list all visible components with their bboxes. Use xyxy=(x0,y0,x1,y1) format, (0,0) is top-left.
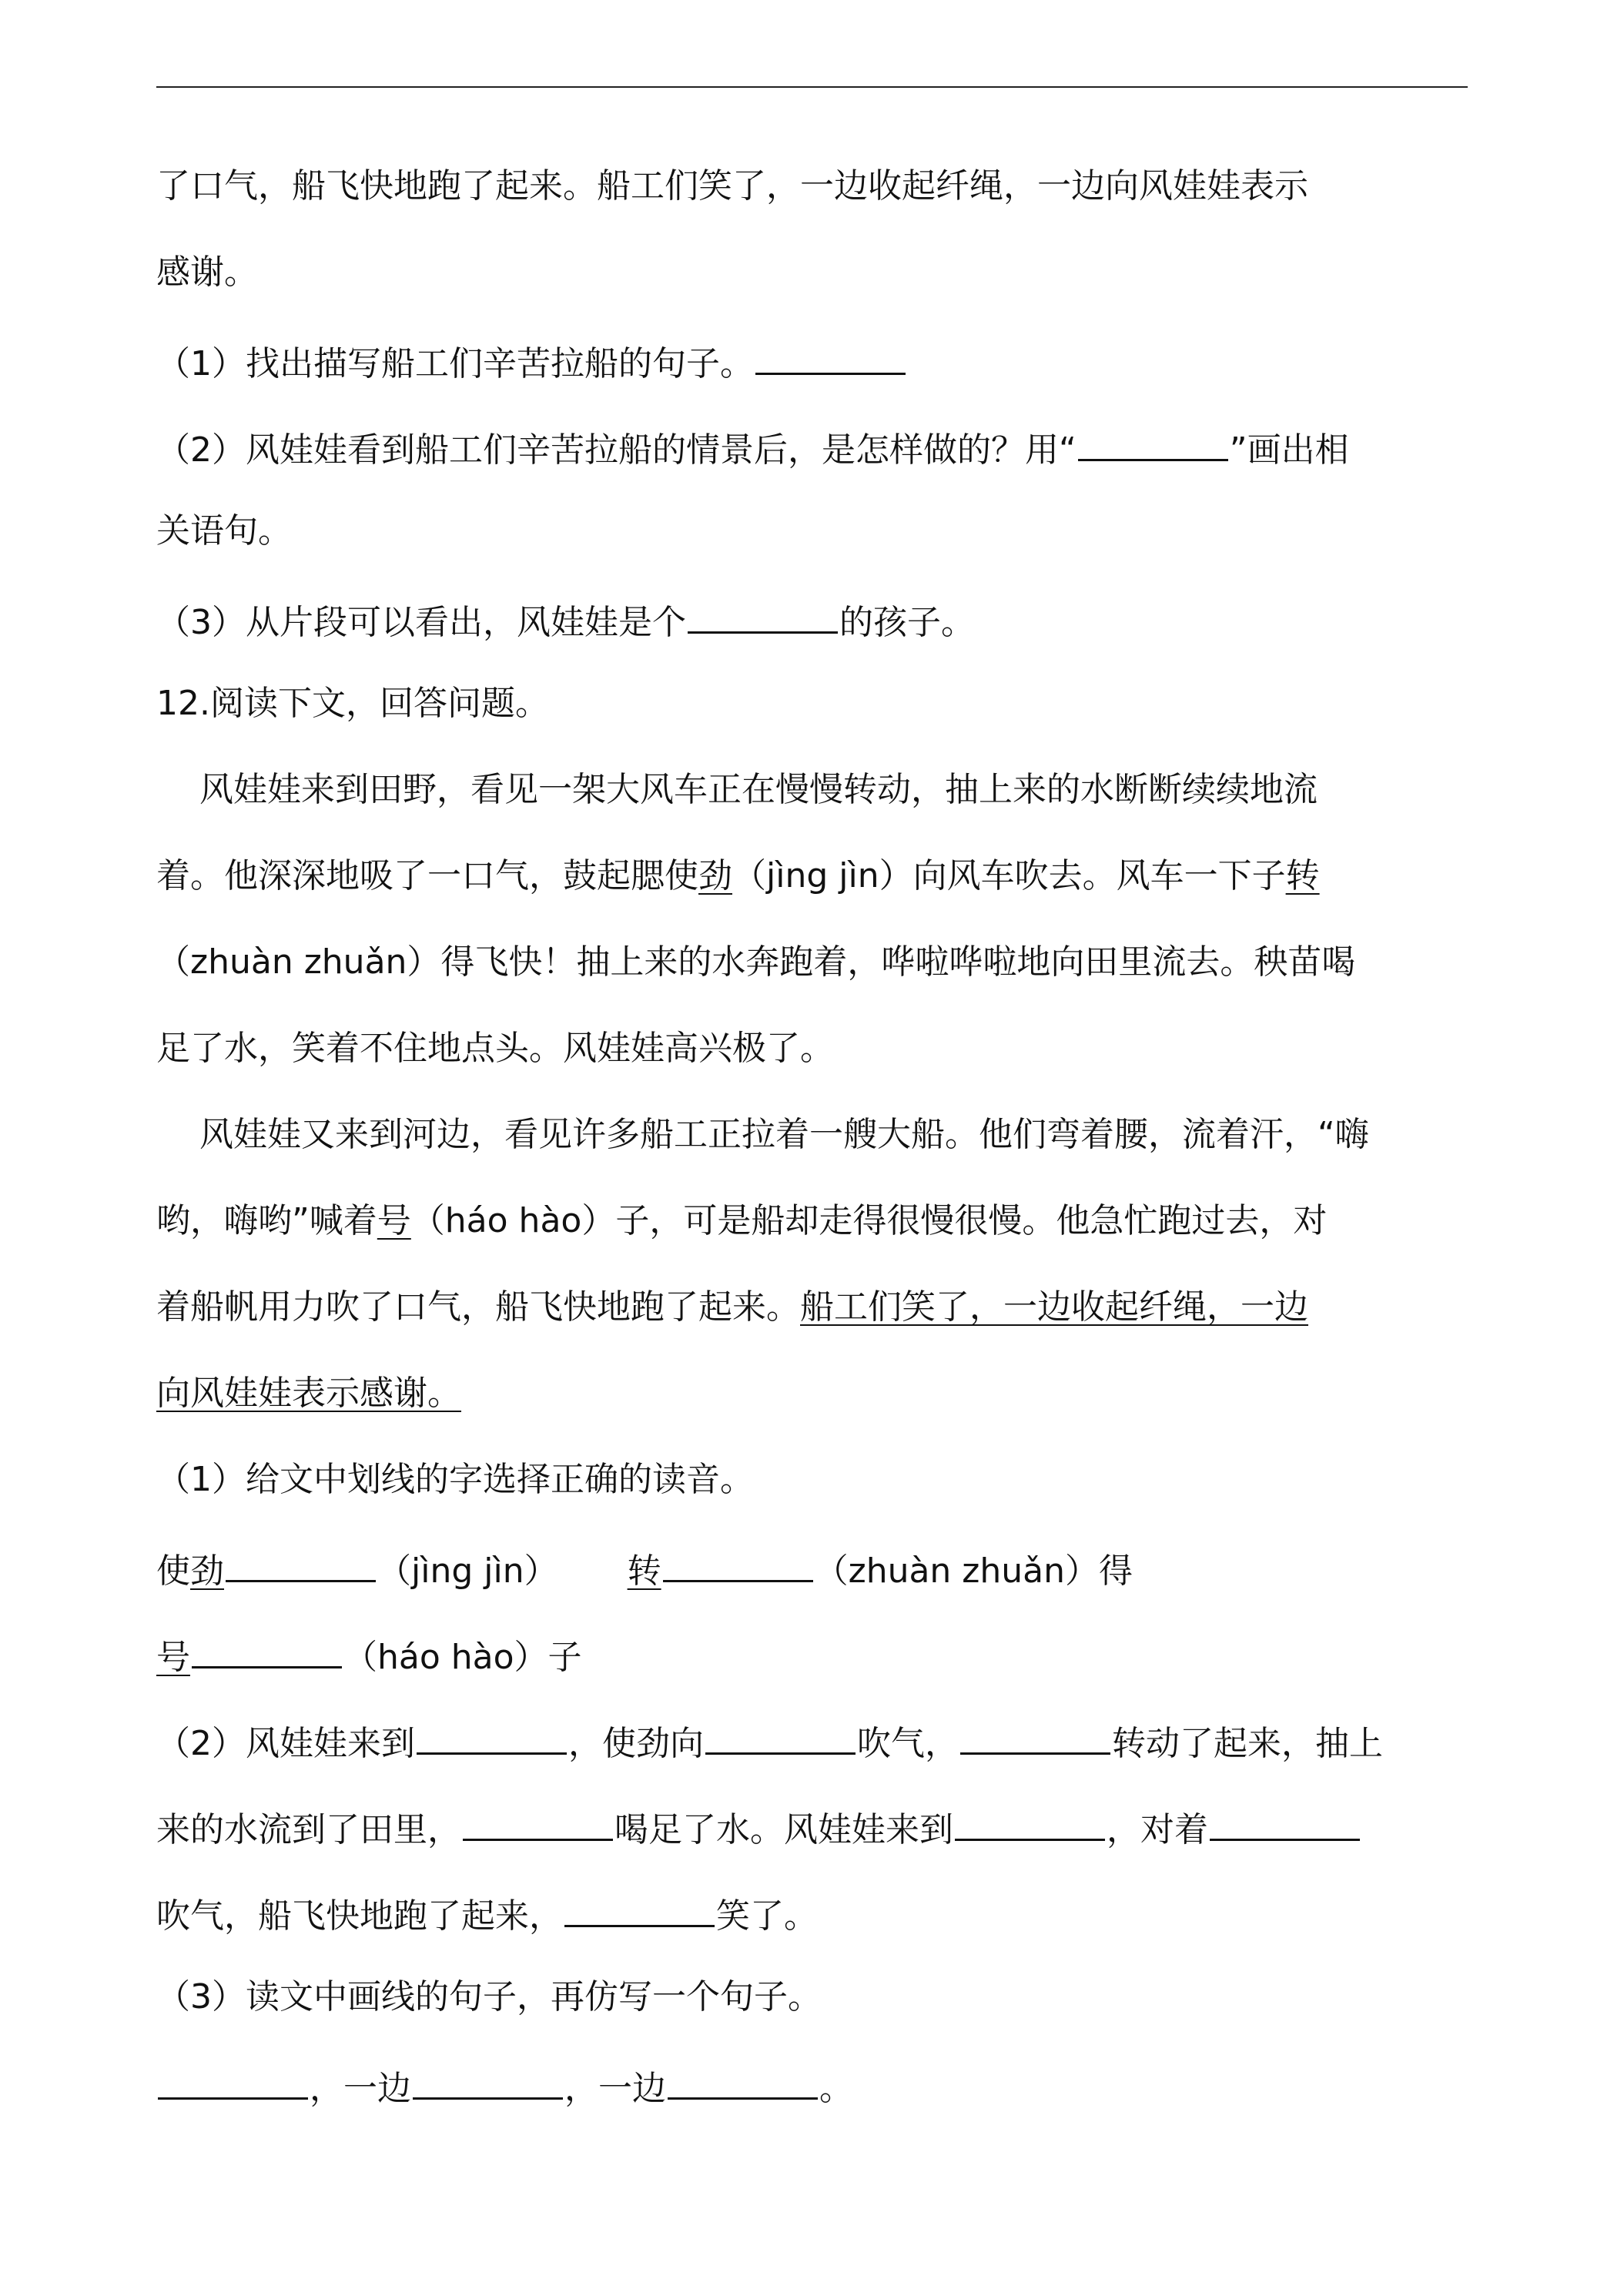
question-text: 转动了起来，抽上 xyxy=(1112,1724,1383,1763)
text-line xyxy=(156,166,1481,256)
underlined-sentence: 船工们笑了，一边收起纤绳，一边 xyxy=(800,1287,1308,1327)
question-12-1 xyxy=(156,1460,1481,1549)
question-1-2 xyxy=(156,428,1481,514)
question-text: 来的水流到了田里， xyxy=(156,1810,461,1849)
answer-blank[interactable] xyxy=(688,601,838,634)
underlined-char: 劲 xyxy=(190,1551,224,1591)
text-line xyxy=(156,1808,1481,1894)
question-text: （1）找出描写船工们辛苦拉船的句子。 xyxy=(156,344,754,383)
question-text: 的孩子。 xyxy=(839,603,975,642)
question-1-3 xyxy=(156,601,1481,687)
question-text: ，一边 xyxy=(310,2069,411,2108)
pinyin-options: （jìng jìn） xyxy=(377,1551,558,1591)
passage-line xyxy=(156,1201,1481,1290)
paragraph-text: 了口气，船飞快地跑了起来。船工们笑了，一边收起纤绳，一边向风娃娃表示 xyxy=(156,166,1308,206)
question-text: ，使劲向 xyxy=(568,1724,704,1763)
passage-line xyxy=(156,770,1481,859)
passage-line xyxy=(156,942,1481,1032)
question-text: 。 xyxy=(819,2069,853,2108)
underlined-char: 转 xyxy=(1285,856,1320,895)
answer-blank[interactable] xyxy=(564,1894,715,1927)
passage-text: 哟，嗨哟”喊着 xyxy=(156,1201,377,1240)
question-text: 吹气，船飞快地跑了起来， xyxy=(156,1896,563,1936)
question-text: 使 xyxy=(156,1551,190,1591)
answer-blank[interactable] xyxy=(417,1722,567,1755)
passage-text: （jìng jìn）向风车吹去。风车一下子 xyxy=(732,856,1286,895)
passage-line xyxy=(156,1374,1481,1463)
underlined-sentence: 向风娃娃表示感谢。 xyxy=(156,1374,461,1413)
answer-blank[interactable] xyxy=(463,1808,613,1841)
text-line xyxy=(156,1894,1481,1980)
passage-text: （háo hào）子，可是船却走得很慢很慢。他急忙跑过去，对 xyxy=(410,1201,1328,1240)
document-body xyxy=(156,166,1481,2153)
reading-choice-row xyxy=(156,1635,1481,1722)
text-line xyxy=(156,253,1481,342)
question-12-3 xyxy=(156,1977,1481,2067)
question-heading: 12.阅读下文，回答问题。 xyxy=(156,684,549,723)
answer-blank[interactable] xyxy=(668,2067,818,2100)
answer-blank[interactable] xyxy=(705,1722,856,1755)
paragraph-text: 感谢。 xyxy=(156,253,258,292)
passage-text: 风娃娃来到田野，看见一架大风车正在慢慢转动，抽上来的水断断续续地流 xyxy=(199,770,1318,809)
answer-blank[interactable] xyxy=(158,2067,308,2100)
question-text: 笑了。 xyxy=(716,1896,818,1936)
reading-choice-row xyxy=(156,1549,1481,1635)
passage-line xyxy=(156,856,1481,946)
question-1-1 xyxy=(156,342,1481,428)
question-text: （2）风娃娃来到 xyxy=(156,1724,415,1763)
header-rule xyxy=(156,86,1468,88)
answer-blank[interactable] xyxy=(960,1722,1110,1755)
question-text: ”画出相 xyxy=(1229,430,1349,470)
question-text: 吹气， xyxy=(857,1724,959,1763)
passage-line xyxy=(156,1115,1481,1204)
question-12-2 xyxy=(156,1722,1481,1808)
question-text: （2）风娃娃看到船工们辛苦拉船的情景后，是怎样做的？用“ xyxy=(156,430,1077,470)
question-text: 关语句。 xyxy=(156,511,292,551)
answer-blank[interactable] xyxy=(663,1549,813,1582)
underlined-char: 劲 xyxy=(698,856,732,895)
answer-blank[interactable] xyxy=(755,342,906,375)
passage-text: 足了水，笑着不住地点头。风娃娃高兴极了。 xyxy=(156,1029,834,1068)
answer-blank[interactable] xyxy=(413,2067,563,2100)
pinyin-options: （háo hào）子 xyxy=(343,1638,582,1677)
underlined-char: 号 xyxy=(377,1201,411,1240)
question-text: （3）读文中画线的句子，再仿写一个句子。 xyxy=(156,1977,822,2017)
underlined-char: 号 xyxy=(156,1638,190,1677)
question-text: （1）给文中划线的字选择正确的读音。 xyxy=(156,1460,754,1499)
answer-blank[interactable] xyxy=(226,1549,376,1582)
passage-line xyxy=(156,1287,1481,1377)
passage-text: 着。他深深地吸了一口气，鼓起腮使 xyxy=(156,856,698,895)
answer-blank[interactable] xyxy=(955,1808,1105,1841)
passage-text: 风娃娃又来到河边，看见许多船工正拉着一艘大船。他们弯着腰，流着汗，“嗨 xyxy=(199,1115,1369,1154)
pinyin-options: （zhuàn zhuǎn）得 xyxy=(814,1551,1133,1591)
question-text: 喝足了水。风娃娃来到 xyxy=(614,1810,953,1849)
question-text: ，对着 xyxy=(1107,1810,1208,1849)
answer-blank[interactable] xyxy=(1210,1808,1360,1841)
answer-blank[interactable] xyxy=(192,1635,342,1668)
question-text: ，一边 xyxy=(564,2069,666,2108)
passage-text: （zhuàn zhuǎn）得飞快！抽上来的水奔跑着，哗啦哗啦地向田里流去。秧苗喝 xyxy=(156,942,1356,982)
passage-text: 着船帆用力吹了口气，船飞快地跑了起来。 xyxy=(156,1287,800,1327)
text-line xyxy=(156,511,1481,601)
question-12-title xyxy=(156,684,1481,773)
question-text: （3）从片段可以看出，风娃娃是个 xyxy=(156,603,686,642)
underlined-char: 转 xyxy=(627,1551,661,1591)
imitation-row xyxy=(156,2067,1481,2153)
answer-blank[interactable] xyxy=(1078,428,1228,461)
passage-line xyxy=(156,1029,1481,1118)
